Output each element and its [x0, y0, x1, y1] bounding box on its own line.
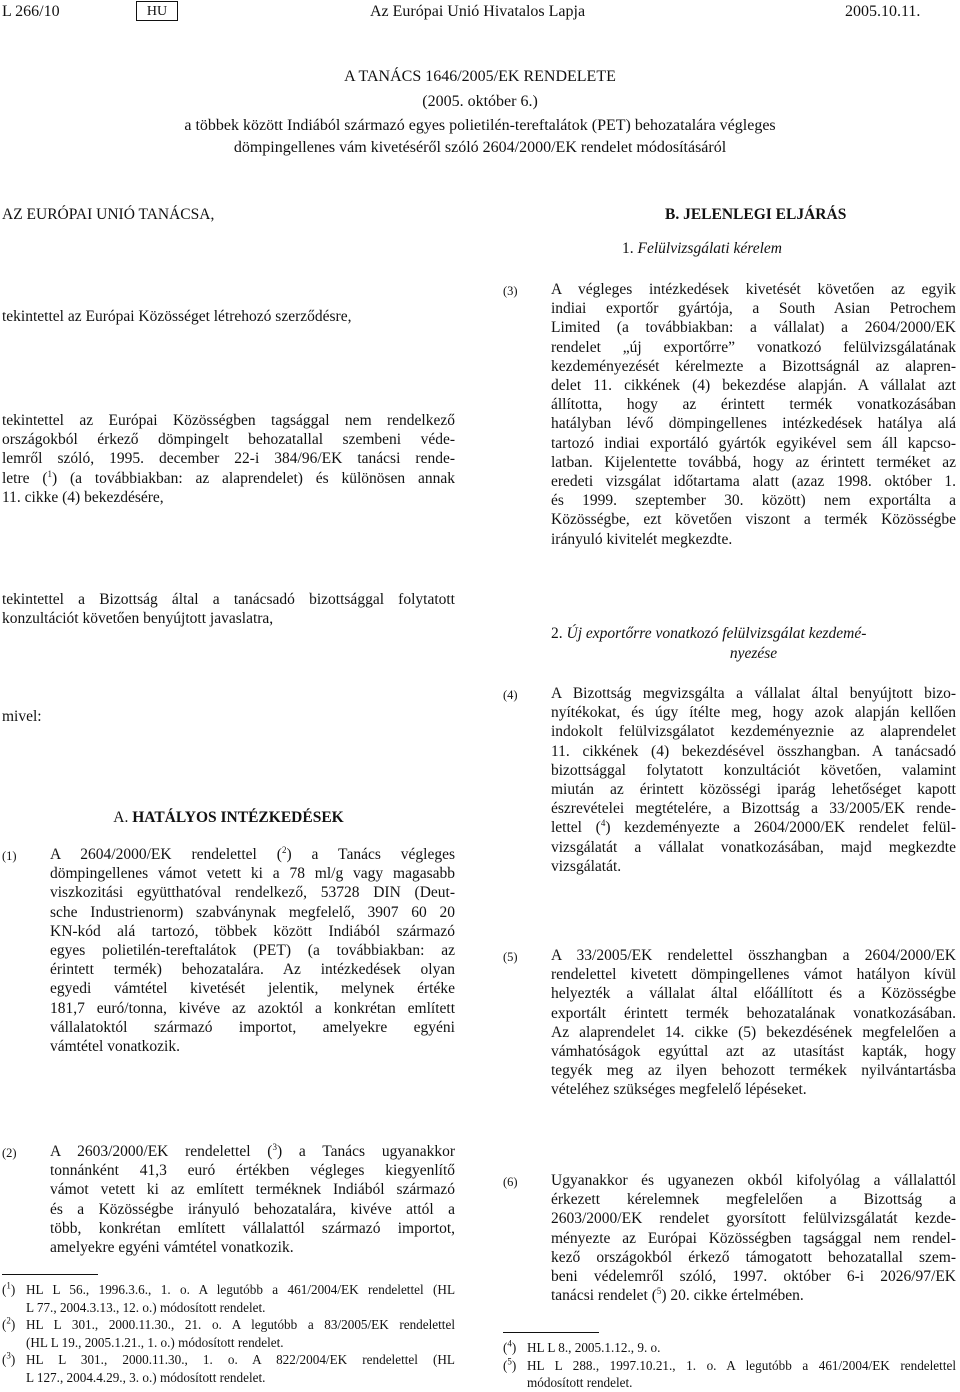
footnote-text: HL L 301., 2000.11.30., 1. o. A 822/2004/EK rendelettel (HL — [26, 1352, 455, 1367]
paragraph-6-text — [551, 1171, 956, 1305]
footnote-text: HL L 56., 1996.3.6., 1. o. A legutóbb a 461/2004/EK rendelettel (HL — [26, 1282, 455, 1297]
text-line: Közösségbe, ezt követően viszont a termék Közösségbe — [551, 511, 956, 529]
text-line: ményezte az Európai Közösségben tagsággal nem rendel- — [551, 1229, 956, 1247]
paragraph-5 — [503, 946, 956, 1100]
footnotes-right — [503, 1339, 956, 1392]
text-line: országokból érkező dömpingelt behozatallal szembeni véde- — [2, 431, 455, 449]
text-line: irányuló kivitelét megkezdte. — [551, 530, 733, 548]
footnote — [2, 1351, 455, 1386]
footnote-number: ($^1$) — [2, 1280, 16, 1297]
footnote-number: ($^2$) — [2, 1315, 16, 1332]
text-line: 181,7 euró/tonna, kivéve az azoktól a konkrétan említett — [50, 999, 455, 1017]
publication-date: 2005.10.11. — [845, 3, 921, 20]
footnote-ref[interactable]: 1 — [47, 468, 53, 479]
text-line: több, konkrétan említett vállalattól származó importot, — [50, 1219, 455, 1237]
text-line: KN-kód alá tartozó, többek között Indiából származó — [50, 922, 455, 940]
subsection-2-number: 2. — [551, 625, 563, 642]
text-line: dömpingellenes vámot vetett ki a 78 ml/g vagy magasabb — [50, 865, 455, 883]
paragraph-2-text — [50, 1142, 455, 1257]
text-line: bizottsággal folytatott konzultációt követően, valamint — [551, 761, 956, 779]
text-line: viszkozitási együtthatóval rendelkező, 53728 DIN (Deut- — [50, 884, 455, 902]
footnote-ref[interactable]: 4 — [600, 818, 606, 829]
text-line: 11. cikkének (4) bekezdésével összhangban. A tanácsadó — [551, 742, 956, 760]
recital-1: tekintettel az Európai Közösséget létrehozó szerződésre, — [2, 308, 352, 325]
paragraph-5-number: (5) — [503, 950, 518, 964]
text-line: latban. Kijelentette továbbá, hogy az érintett terméket az — [551, 453, 956, 471]
footnote-rule-left — [2, 1274, 98, 1275]
text-line: sche Industrienorm) szabványnak megfelelő, 3907 60 20 — [50, 903, 455, 921]
language-badge — [136, 1, 178, 21]
text-line: hatályban lévő dömpingellenes intézkedések hatálya alá — [551, 415, 956, 433]
text-line: 11. cikke (4) bekezdésére, — [2, 488, 164, 506]
paragraph-3-number: (3) — [503, 284, 518, 298]
footnote-text: módosított rendelet. — [527, 1375, 633, 1390]
text-line: Limited (a továbbiakban: a vállalat) a 2604/2000/EK — [551, 319, 956, 337]
recital-2 — [2, 411, 455, 507]
section-b-heading: B. JELENLEGI ELJÁRÁS — [665, 206, 847, 223]
footnote-ref[interactable]: 3 — [272, 1141, 277, 1152]
text-line: A végleges intézkedések kivetését követően az egyik — [551, 281, 956, 298]
text-line: tonnánként 41,3 euró értékben végleges kiegyenlítő — [50, 1162, 455, 1180]
text-line: egyes polietilén-tereftalátok (PET) (a továbbiakban: az — [50, 942, 455, 960]
paragraph-4 — [503, 684, 956, 876]
footnote — [503, 1357, 956, 1392]
text-line: beni védelemről szóló, 1997. október 6-i 2026/97/EK — [551, 1268, 956, 1286]
language-code: HU — [136, 1, 178, 21]
text-line: állította, hogy az érintett termék vonatkozásában — [551, 396, 956, 414]
paragraph-4-text — [551, 684, 956, 876]
text-line: amelyekre egyéni vámtétel vonatkozik. — [50, 1239, 294, 1257]
text-line: Az alaprendelet 14. cikke (5) bekezdésének megfelelően a — [551, 1023, 956, 1041]
subsection-1-heading — [622, 240, 782, 258]
whereas-label: mivel: — [2, 708, 42, 725]
text-line: nyítékokat, és úgy ítélte meg, hogy azok alapján kellően — [551, 704, 956, 722]
recital-2-text — [2, 411, 455, 507]
footnote-number: ($^4$) — [503, 1338, 517, 1355]
text-line: vizsgálatát. — [551, 857, 622, 875]
regulation-title — [0, 66, 960, 158]
paragraph-6-number: (6) — [503, 1175, 518, 1189]
journal-title: Az Európai Unió Hivatalos Lapja — [370, 3, 586, 20]
text-line: A 2603/2000/EK rendelettel ($^3$) a Tanács ugyanakkor — [50, 1141, 455, 1160]
text-line: tartozó indiai exportáló gyártók egyikével sem áll kapcso- — [551, 434, 956, 452]
footnote-text: L 77., 2004.3.13., 12. o.) módosított rendelet. — [26, 1299, 266, 1315]
text-line: vámot vetett ki az említett terméknek Indiából származó — [50, 1181, 455, 1199]
footnote-ref[interactable]: 2 — [281, 844, 287, 855]
text-line: tekintettel a Bizottság által a tanácsadó bizottsággal folytatott — [2, 591, 455, 608]
text-line: vámhatóságok egyúttal azt az utasítást kapták, hogy — [551, 1043, 956, 1061]
text-line: A 2604/2000/EK rendelettel ($^2$) a Tanács végleges — [50, 844, 456, 863]
subsection-2-title-line-2: nyezése — [729, 645, 778, 662]
paragraph-1-text — [50, 845, 455, 1056]
text-line: eredeti vizsgálat időtartama alatt (azaz 1998. október 1. — [551, 473, 956, 491]
text-line: tanácsi rendelet ($^5$) 20. cikke értelmében. — [551, 1286, 804, 1305]
text-line: lettel ($^4$) kezdeményezte a 2604/2000/EK rendelet felül- — [551, 818, 956, 837]
footnote-rule-right — [503, 1332, 599, 1333]
subsection-2-heading — [551, 625, 956, 663]
text-line: vételéhez szükséges megfelelő lépéseket. — [551, 1081, 807, 1099]
recital-3 — [2, 590, 455, 628]
paragraph-2 — [2, 1142, 455, 1257]
paragraph-6 — [503, 1171, 956, 1305]
footnotes-left — [2, 1281, 455, 1386]
text-line: delet 11. cikkének (4) bekezdése alapján. A vállalat azt — [551, 377, 956, 395]
subsection-1-title: Felülvizsgálati kérelem — [637, 240, 782, 257]
footnote — [2, 1316, 455, 1351]
footnote-text: HL L 8., 2005.1.12., 9. o. — [527, 1340, 661, 1355]
section-a-heading — [2, 809, 455, 827]
text-line: lemről szóló, 1995. december 22-i 384/96/EK tanácsi rende- — [2, 450, 455, 468]
text-line: indokolt felülvizsgálatot kezdeményeznie az alaprendelet — [551, 723, 956, 741]
council-heading: AZ EURÓPAI UNIÓ TANÁCSA, — [2, 206, 215, 223]
text-line: vámtétel vonatkozik. — [50, 1038, 180, 1056]
page-ref: L 266/10 — [2, 3, 60, 20]
text-line: rendelet „új exportőrre” vonatkozó felülvizsgálatának — [551, 338, 956, 356]
text-line: egyedi vámtétel kivetését jelentik, melynek értéke — [50, 980, 455, 998]
text-line: vizsgálatát a vállalat vonatkozásában, majd megkezdte — [551, 838, 956, 856]
text-line: Ugyanakkor és ugyanezen okból kifolyólag a vállalattól — [551, 1172, 956, 1189]
section-a-title: HATÁLYOS INTÉZKEDÉSEK — [132, 809, 344, 826]
text-line: letre ($^1$) (a továbbiakban: az alaprendelet) és különösen annak — [2, 468, 455, 487]
subsection-1-number: 1. — [622, 240, 634, 257]
text-line: exportált érintett termék behozatalának vonatkozásában. — [551, 1004, 956, 1022]
text-line: rendelettel kivetett dömpingellenes vámot hatályon kívül — [551, 966, 956, 984]
title-line-1: A TANÁCS 1646/2005/EK RENDELETE — [344, 68, 616, 85]
recital-3-text — [2, 590, 455, 628]
text-line: vállalatoktól származó importot, amelyekre egyéni — [50, 1018, 455, 1036]
footnote-number: ($^3$) — [2, 1350, 16, 1367]
text-line: kezdeményezését kérelmezte a Bizottságnál az alapren- — [551, 357, 956, 375]
text-line: 2603/2000/EK rendelet gyorsított felülvizsgálatát kezde- — [551, 1210, 956, 1228]
paragraph-1-number: (1) — [2, 849, 17, 863]
text-line: tekintettel az Európai Közösségben tagsággal nem rendelkező — [2, 412, 455, 429]
footnote-number: ($^5$) — [503, 1356, 517, 1373]
footnote-text: L 127., 2004.4.29., 3. o.) módosított rendelet. — [26, 1369, 266, 1385]
text-line: észrevételei megtételére, a Bizottság a 33/2005/EK rende- — [551, 800, 956, 818]
text-line: érintett termék) behozatalára. Az intézkedések olyan — [50, 961, 455, 979]
text-line: helyezték a vállalat által előállított és a Közösségbe — [551, 985, 956, 1003]
footnote-text: (HL L 19., 2005.1.21., 1. o.) módosított rendelet. — [26, 1334, 284, 1350]
paragraph-5-text — [551, 946, 956, 1100]
paragraph-2-number: (2) — [2, 1146, 17, 1160]
footnote-ref[interactable]: 5 — [656, 1286, 662, 1297]
text-line: és a Közösségbe irányuló behozatalára, kivéve attól a — [50, 1200, 455, 1218]
text-line: konzultációt követően benyújtott javaslatra, — [2, 610, 274, 628]
text-line: A 33/2005/EK rendelettel összhangban a 2604/2000/EK — [551, 947, 956, 964]
footnote-text: HL L 301., 2000.11.30., 21. o. A legutóbb a 83/2005/EK rendelettel — [26, 1317, 455, 1332]
title-line-2: (2005. október 6.) — [422, 92, 538, 110]
text-line: érkezett kérelemnek megfelelően a Bizottság a — [551, 1191, 956, 1209]
text-line: kező országokból érkező támogatott behozatallal szem- — [551, 1248, 956, 1266]
subsection-2-title-line-1: Új exportőrre vonatkozó felülvizsgálat kezdemé- — [566, 625, 867, 642]
footnote-text: HL L 288., 1997.10.21., 1. o. A legutóbb a 461/2004/EK rendelettel — [527, 1357, 956, 1373]
section-a-letter: A. — [113, 809, 129, 826]
paragraph-3-text — [551, 280, 956, 549]
paragraph-4-number: (4) — [503, 688, 518, 702]
paragraph-1 — [2, 845, 455, 1056]
text-line: és 1999. szeptember 30. között) nem exportálta a — [551, 492, 956, 510]
text-line: indiai exportőr gyártója, a South Asian Petrochem — [551, 300, 956, 318]
paragraph-3 — [503, 280, 956, 549]
title-line-3: a többek között Indiából származó egyes polietilén-tereftalátok (PET) behozatalára végleges — [184, 117, 776, 135]
text-line: miután az érintett közösségi iparág lehetőséget kapott — [551, 781, 956, 799]
title-line-4: dömpingellenes vám kivetéséről szóló 2604/2000/EK rendelet módosításáról — [233, 138, 727, 156]
text-line: A Bizottság megvizsgálta a vállalat által benyújtott bizo- — [551, 685, 956, 702]
footnote — [503, 1339, 956, 1357]
text-line: tegyék meg az ilyen behozott termékek nyilvántartásba — [551, 1062, 956, 1080]
footnote — [2, 1281, 455, 1316]
